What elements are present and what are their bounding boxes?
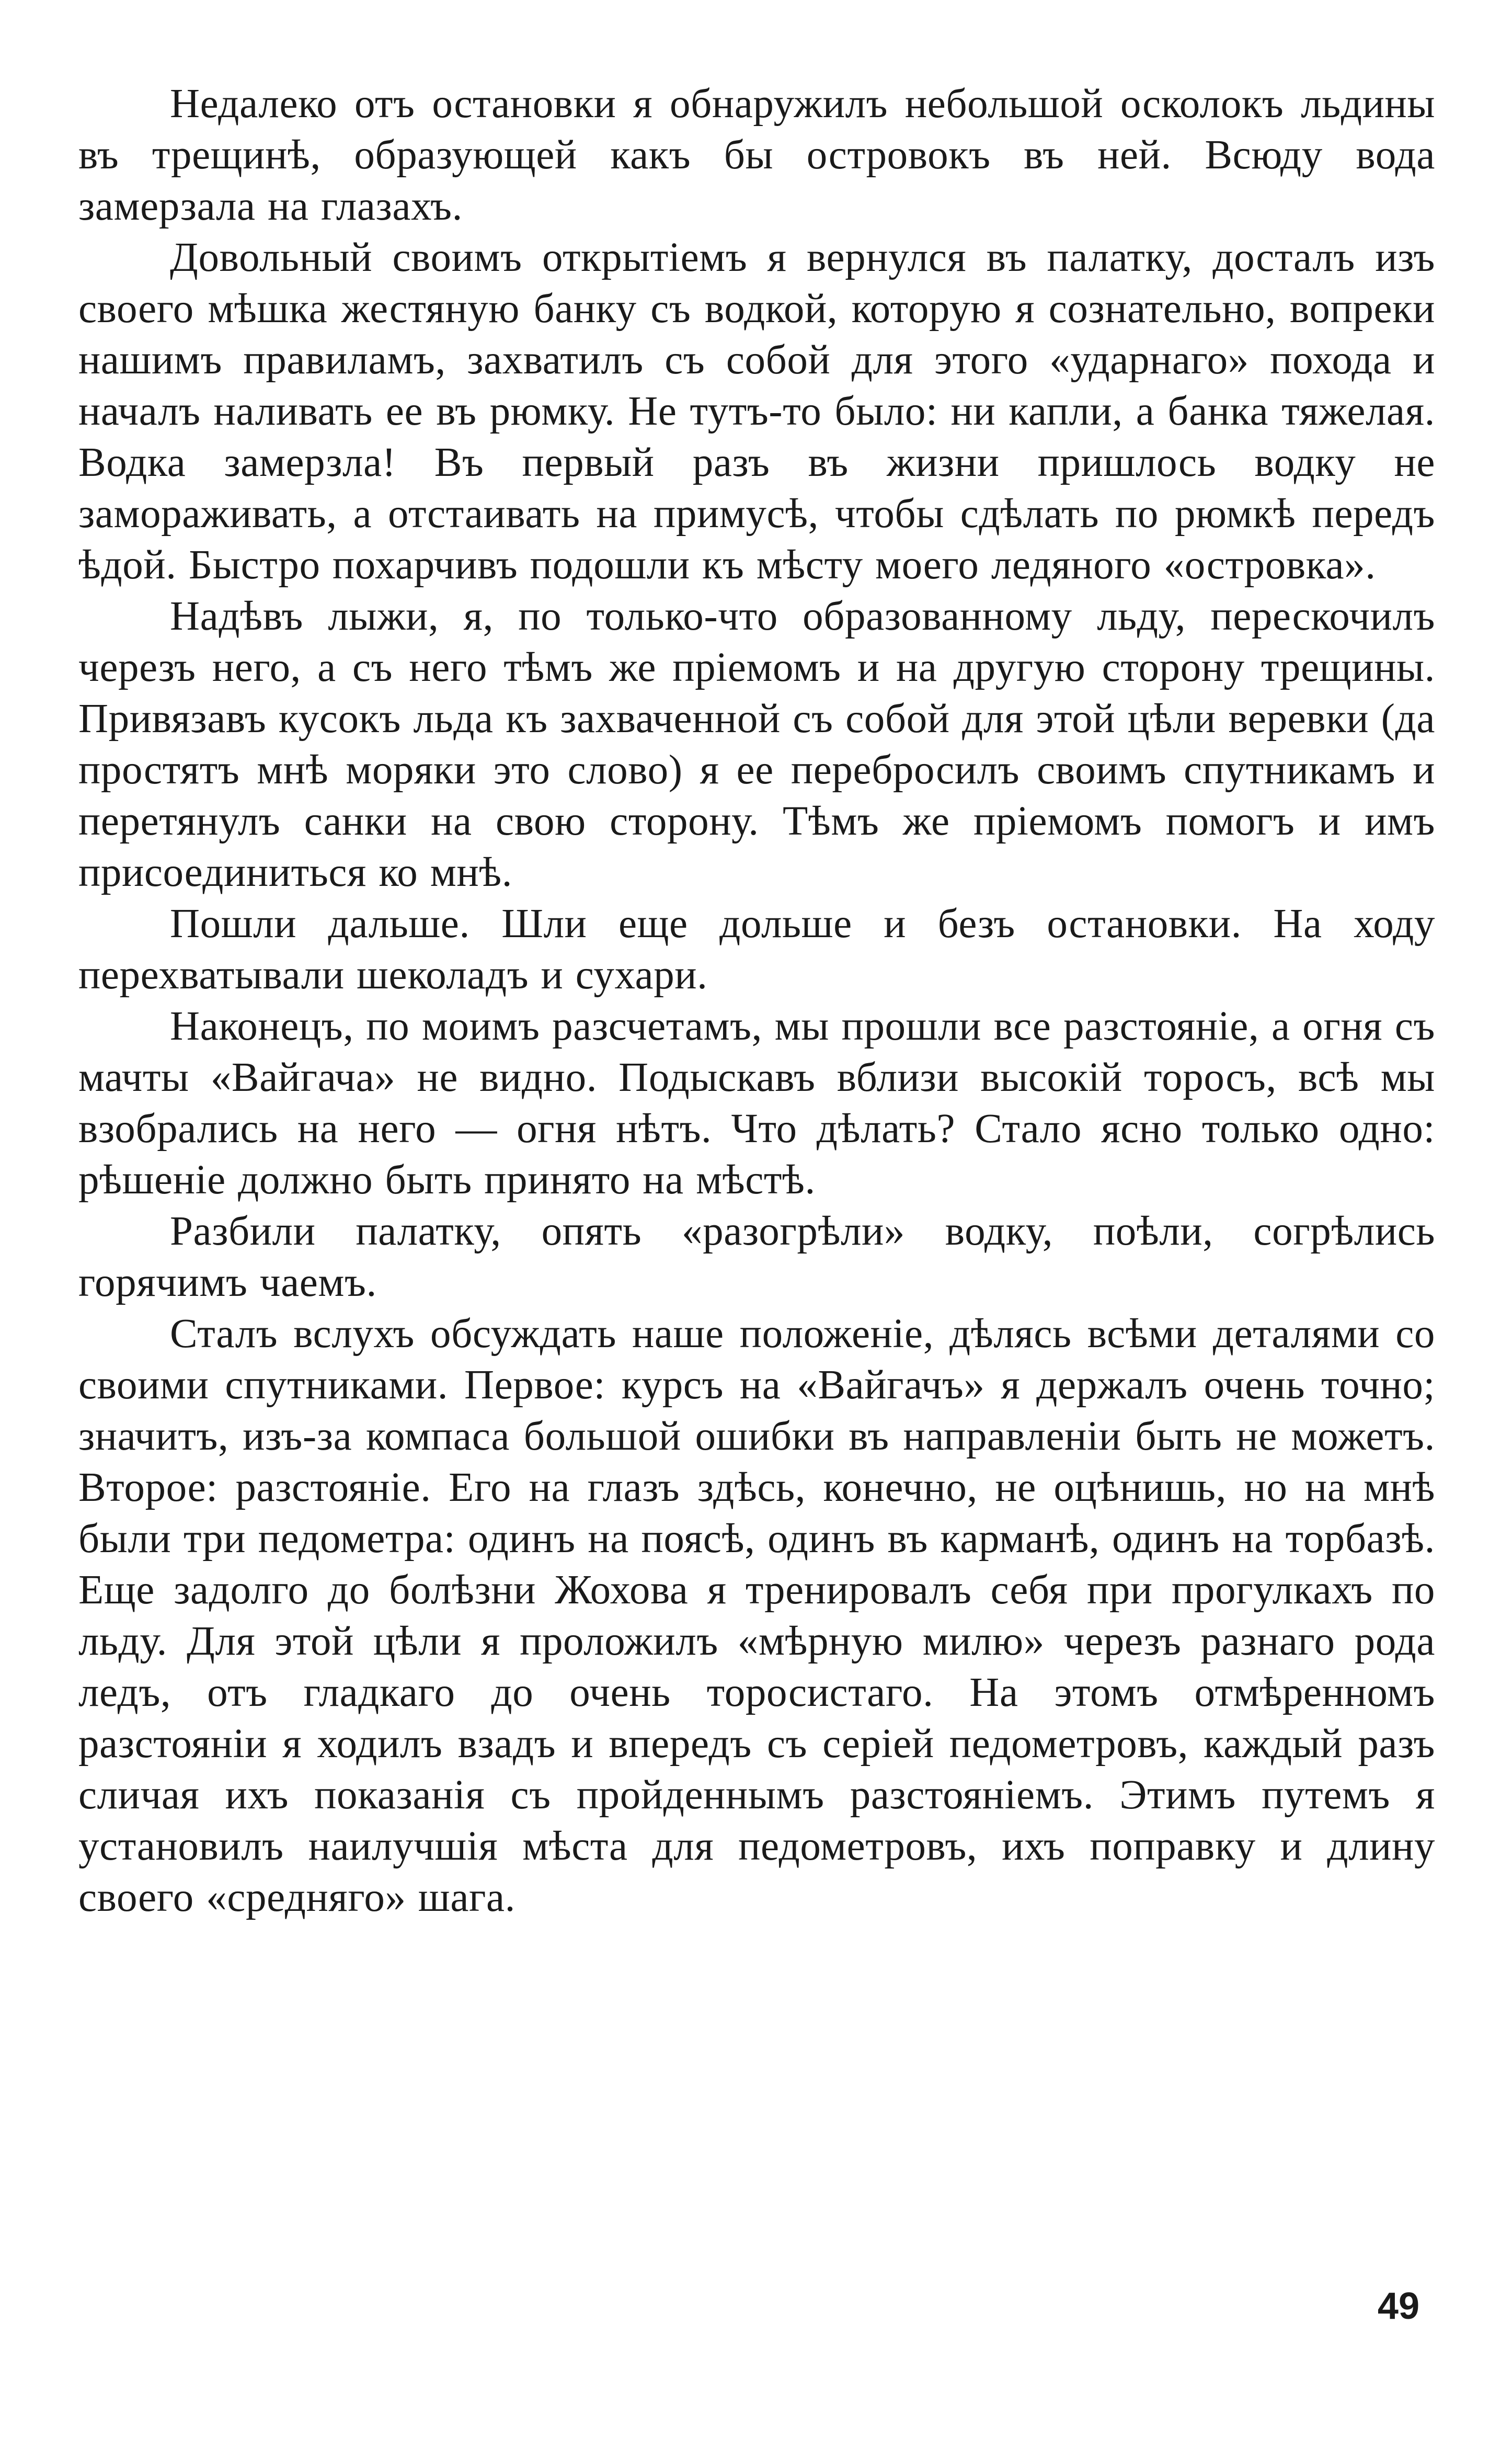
book-page [78,78,1435,2406]
paragraph-2: Довольный своимъ открытіемъ я вернулся въ палатку, досталъ изъ своего мѣшка жестяную банку съ водкой, которую я сознательно, вопреки нашимъ правиламъ, захватилъ съ собой для этого «ударнаго» похода и началъ наливать ее въ рюмку. Не тутъ-то было: ни капли, а банка тяжелая. Водка замерзла! Въ первый разъ въ жизни пришлось водку не замораживать, а отстаивать на примусѣ, чтобы сдѣлать по рюмкѣ передъ ѣдой. Быстро похарчивъ подошли къ мѣсту моего ледяного «островка». [78,235,1435,588]
paragraph-5: Наконецъ, по моимъ разсчетамъ, мы прошли все разстояніе, а огня съ мачты «Вайгача» не видно. Подыскавъ вблизи высокій торосъ, всѣ мы взобрались на него — огня нѣтъ. Что дѣлать? Стало ясно только одно: рѣшеніе должно быть принято на мѣстѣ. [78,1004,1435,1203]
paragraph-3: Надѣвъ лыжи, я, по только-что образованному льду, перескочилъ черезъ него, а съ него тѣмъ же пріемомъ и на другую сторону трещины. Привязавъ кусокъ льда къ захваченной съ собой для этой цѣли веревки (да простятъ мнѣ моряки это слово) я ее перебросилъ своимъ спутникамъ и перетянулъ санки на свою сторону. Тѣмъ же пріемомъ помогъ и имъ присоединиться ко мнѣ. [78,594,1435,895]
paragraph-1: Недалеко отъ остановки я обнаружилъ небольшой осколокъ льдины въ трещинѣ, образующей какъ бы островокъ въ ней. Всюду вода замерзала на глазахъ. [78,81,1435,229]
page-number: 49 [1377,2285,1419,2327]
paragraph-4: Пошли дальше. Шли еще дольше и безъ остановки. На ходу перехватывали шеколадъ и сухари. [78,901,1435,998]
paragraph-7: Сталъ вслухъ обсуждать наше положеніе, дѣлясь всѣми деталями со своими спутниками. Первое: курсъ на «Вайгачъ» я держалъ очень точно; значитъ, изъ-за компаса большой ошибки въ направленіи быть не можетъ. Второе: разстояніе. Его на глазъ здѣсь, конечно, не оцѣнишь, но на мнѣ были три педометра: одинъ на поясѣ, одинъ въ карманѣ, одинъ на торбазѣ. Еще задолго до болѣзни Жохова я тренировалъ себя при прогулкахъ по льду. Для этой цѣли я проложилъ «мѣрную милю» черезъ разнаго рода ледъ, отъ гладкаго до очень торосистаго. На этомъ отмѣренномъ разстояніи я ходилъ взадъ и впередъ съ серіей педометровъ, каждый разъ сличая ихъ показанія съ пройденнымъ разстояніемъ. Этимъ путемъ я установилъ наилучшія мѣста для педометровъ, ихъ поправку и длину своего «средняго» шага. [78,1311,1435,1920]
paragraph-6: Разбили палатку, опять «разогрѣли» водку, поѣли, согрѣлись горячимъ чаемъ. [78,1209,1435,1305]
body-text [78,78,1435,1923]
